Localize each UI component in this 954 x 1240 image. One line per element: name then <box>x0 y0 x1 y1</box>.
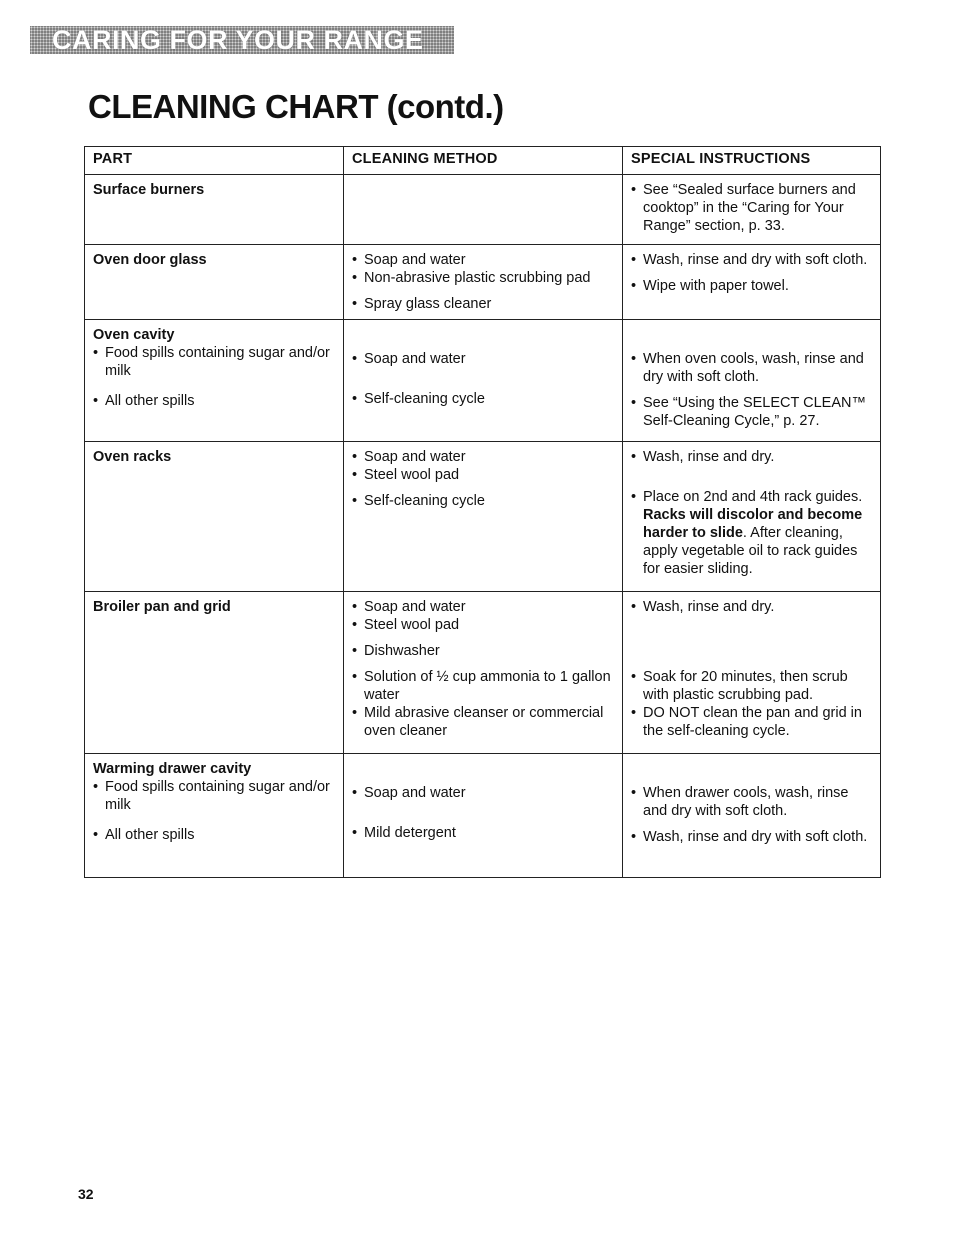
instruction-item: • DO NOT clean the pan and grid in the self-cleaning cycle. <box>631 704 872 740</box>
method-item: • Dishwasher <box>352 642 614 660</box>
instructions-cell <box>623 592 881 754</box>
instructions-cell <box>623 175 881 245</box>
instructions-cell <box>623 442 881 592</box>
instructions-cell <box>623 754 881 878</box>
method-item: • Solution of ½ cup ammonia to 1 gallon water <box>352 668 614 704</box>
instruction-item: • When drawer cools, wash, rinse and dry with soft cloth. <box>631 784 872 820</box>
method-item: • Steel wool pad <box>352 616 614 634</box>
section-banner-text: CARING FOR YOUR RANGE <box>52 25 424 55</box>
cleaning-chart-table <box>84 146 881 878</box>
method-item: • Mild abrasive cleanser or commercial oven cleaner <box>352 704 614 740</box>
page-title: CLEANING CHART (contd.) <box>88 88 504 125</box>
instruction-text: . After cleaning, apply vegetable oil to rack guides for easier sliding. <box>643 525 858 577</box>
method-item: • Soap and water <box>352 448 614 466</box>
column-header-special-instructions: SPECIAL INSTRUCTIONS <box>623 147 881 175</box>
instruction-item: • Wash, rinse and dry. <box>631 598 872 616</box>
section-banner <box>30 26 454 54</box>
instruction-item: • Wipe with paper towel. <box>631 277 872 295</box>
table-header-row <box>85 147 881 175</box>
method-item: • Soap and water <box>352 784 614 802</box>
instruction-item <box>631 488 872 578</box>
table-row <box>85 754 881 878</box>
instruction-item: • Wash, rinse and dry. <box>631 448 872 466</box>
table-row <box>85 245 881 320</box>
table-row <box>85 592 881 754</box>
method-item: • Steel wool pad <box>352 466 614 484</box>
method-cell <box>344 245 623 320</box>
part-cell <box>85 320 344 442</box>
method-cell <box>344 592 623 754</box>
instruction-item: • Wash, rinse and dry with soft cloth. <box>631 828 872 846</box>
instruction-text: Place on 2nd and 4th rack guides. <box>643 489 863 505</box>
part-name: Oven racks <box>93 449 172 465</box>
method-item: • Self-cleaning cycle <box>352 390 614 408</box>
instruction-item: • When oven cools, wash, rinse and dry with soft cloth. <box>631 350 872 386</box>
part-cell <box>85 175 344 245</box>
method-item: • Spray glass cleaner <box>352 295 614 313</box>
method-cell <box>344 442 623 592</box>
part-cell <box>85 442 344 592</box>
method-cell <box>344 175 623 245</box>
page-number: 32 <box>78 1186 94 1202</box>
subpart-item: • All other spills <box>93 392 335 410</box>
method-item: • Soap and water <box>352 251 614 269</box>
instruction-warning-text: Racks will discolor and become harder to slide <box>643 507 863 541</box>
part-cell <box>85 245 344 320</box>
column-header-cleaning-method: CLEANING METHOD <box>344 147 623 175</box>
instruction-item: • Soak for 20 minutes, then scrub with plastic scrubbing pad. <box>631 668 872 704</box>
column-header-part: PART <box>85 147 344 175</box>
method-item: • Soap and water <box>352 350 614 368</box>
part-name: Surface burners <box>93 182 205 198</box>
instruction-item: • See “Using the SELECT CLEAN™ Self-Cleaning Cycle,” p. 27. <box>631 394 872 430</box>
method-cell <box>344 754 623 878</box>
method-cell <box>344 320 623 442</box>
instruction-item: • See “Sealed surface burners and cooktop” in the “Caring for Your Range” section, p. 33. <box>631 181 872 235</box>
method-item: • Self-cleaning cycle <box>352 492 614 510</box>
method-item: • Mild detergent <box>352 824 614 842</box>
method-item: • Soap and water <box>352 598 614 616</box>
part-name: Oven cavity <box>93 327 175 343</box>
table-row <box>85 175 881 245</box>
part-cell <box>85 754 344 878</box>
table-row <box>85 442 881 592</box>
instruction-item: • Wash, rinse and dry with soft cloth. <box>631 251 872 269</box>
part-name: Oven door glass <box>93 252 207 268</box>
part-name: Warming drawer cavity <box>93 761 252 777</box>
subpart-item: • Food spills containing sugar and/or milk <box>93 778 335 814</box>
part-cell <box>85 592 344 754</box>
instructions-cell <box>623 320 881 442</box>
instructions-cell <box>623 245 881 320</box>
method-item: • Non-abrasive plastic scrubbing pad <box>352 269 614 287</box>
subpart-item: • All other spills <box>93 826 335 844</box>
subpart-item: • Food spills containing sugar and/or milk <box>93 344 335 380</box>
table-row <box>85 320 881 442</box>
part-name: Broiler pan and grid <box>93 599 231 615</box>
